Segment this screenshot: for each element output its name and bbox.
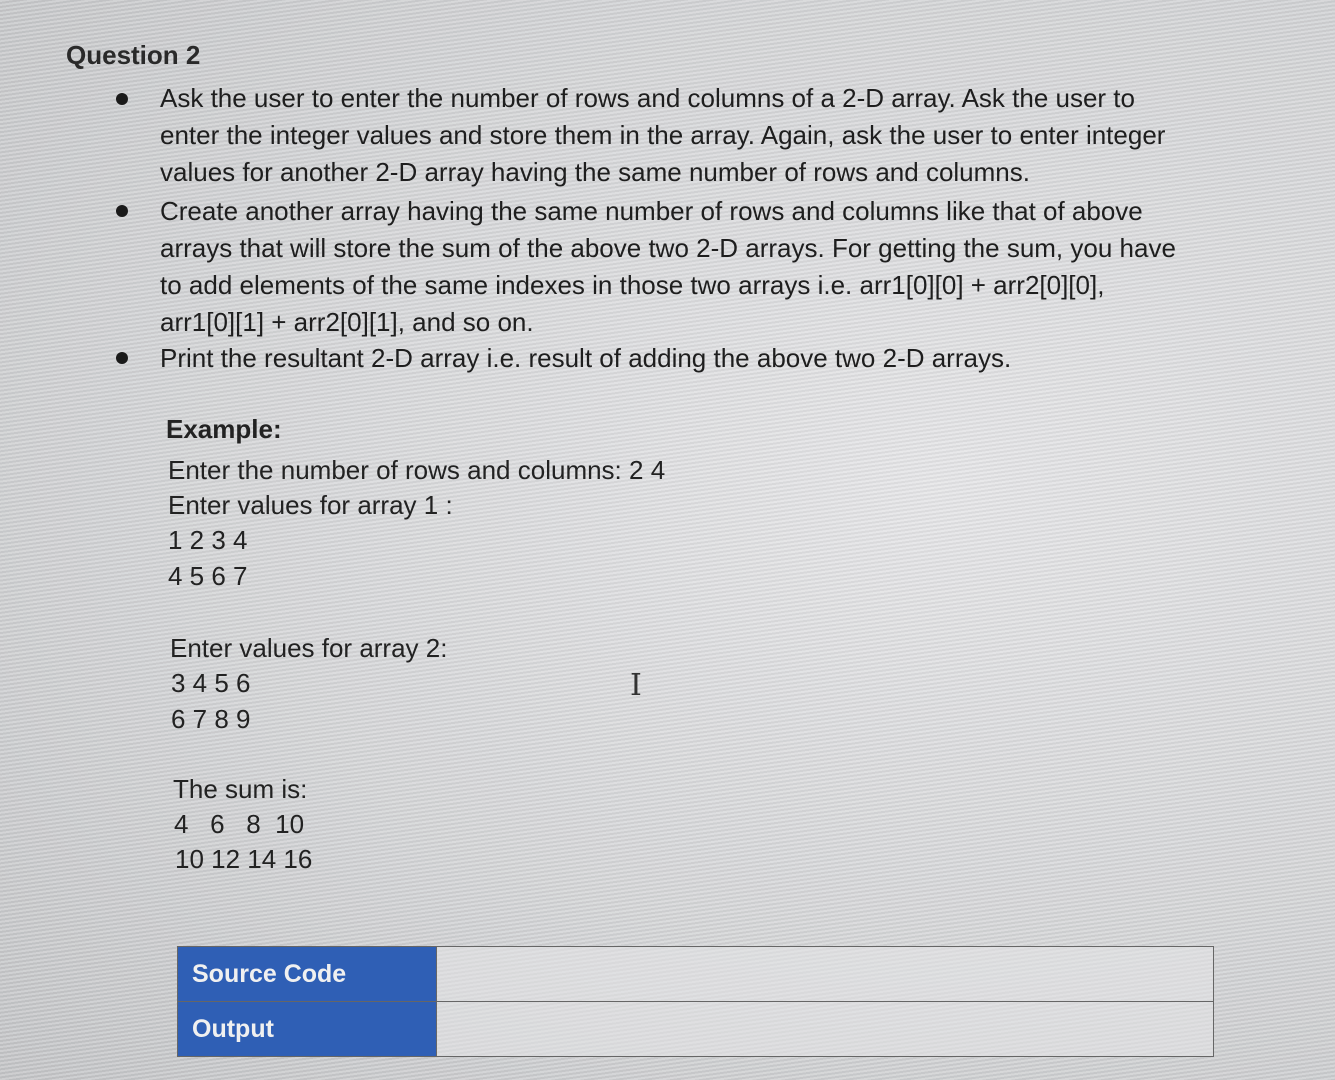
bullet-1-line-1: Ask the user to enter the number of rows and columns of a 2-D array. Ask the user to <box>160 83 1135 113</box>
bullet-text-1 <box>160 80 1250 191</box>
bullet-2-line-1: Create another array having the same number of rows and columns like that of above <box>160 196 1143 226</box>
source-code-row <box>178 947 1214 1002</box>
question-title: Question 2 <box>66 40 201 70</box>
bullet-3-line-1: Print the resultant 2-D array i.e. result of adding the above two 2-D arrays. <box>160 343 1012 373</box>
example-array2-row-1: 3 4 5 6 <box>171 668 251 698</box>
example-sum-row-2: 10 12 14 16 <box>175 844 313 874</box>
output-label: Output <box>178 1002 437 1057</box>
example-rows-cols-prompt: Enter the number of rows and columns: 2 4 <box>168 455 666 485</box>
bullet-dot-2 <box>116 205 128 217</box>
bullet-dot-3 <box>116 352 128 364</box>
bullet-2-line-2: arrays that will store the sum of the above two 2-D arrays. For getting the sum, you have <box>160 233 1176 263</box>
bullet-text-2 <box>160 193 1250 341</box>
bullet-1-line-2: enter the integer values and store them in the array. Again, ask the user to enter integer <box>160 120 1166 150</box>
answer-table <box>177 946 1214 1057</box>
bullet-1-line-3: values for another 2-D array having the same number of rows and columns. <box>160 157 1030 187</box>
output-row <box>178 1002 1214 1057</box>
bullet-2-line-4: arr1[0][1] + arr2[0][1], and so on. <box>160 307 534 337</box>
source-code-answer-cell[interactable] <box>437 947 1214 1002</box>
example-sum-row-1: 4 6 8 10 <box>174 809 305 839</box>
bullet-dot-1 <box>116 93 128 105</box>
bullet-2-line-3: to add elements of the same indexes in those two arrays i.e. arr1[0][0] + arr2[0][0], <box>160 270 1105 300</box>
example-array2-prompt: Enter values for array 2: <box>170 633 448 663</box>
example-sum-prompt: The sum is: <box>173 774 308 804</box>
example-array2-row-2: 6 7 8 9 <box>171 704 251 734</box>
source-code-label: Source Code <box>178 947 437 1002</box>
example-title: Example: <box>166 414 282 444</box>
example-array1-prompt: Enter values for array 1 : <box>168 490 453 520</box>
bullet-text-3 <box>160 340 1250 377</box>
text-cursor-icon: I <box>630 668 642 703</box>
output-answer-cell[interactable] <box>437 1002 1214 1057</box>
example-array1-row-1: 1 2 3 4 <box>168 525 248 555</box>
example-array1-row-2: 4 5 6 7 <box>168 561 248 591</box>
